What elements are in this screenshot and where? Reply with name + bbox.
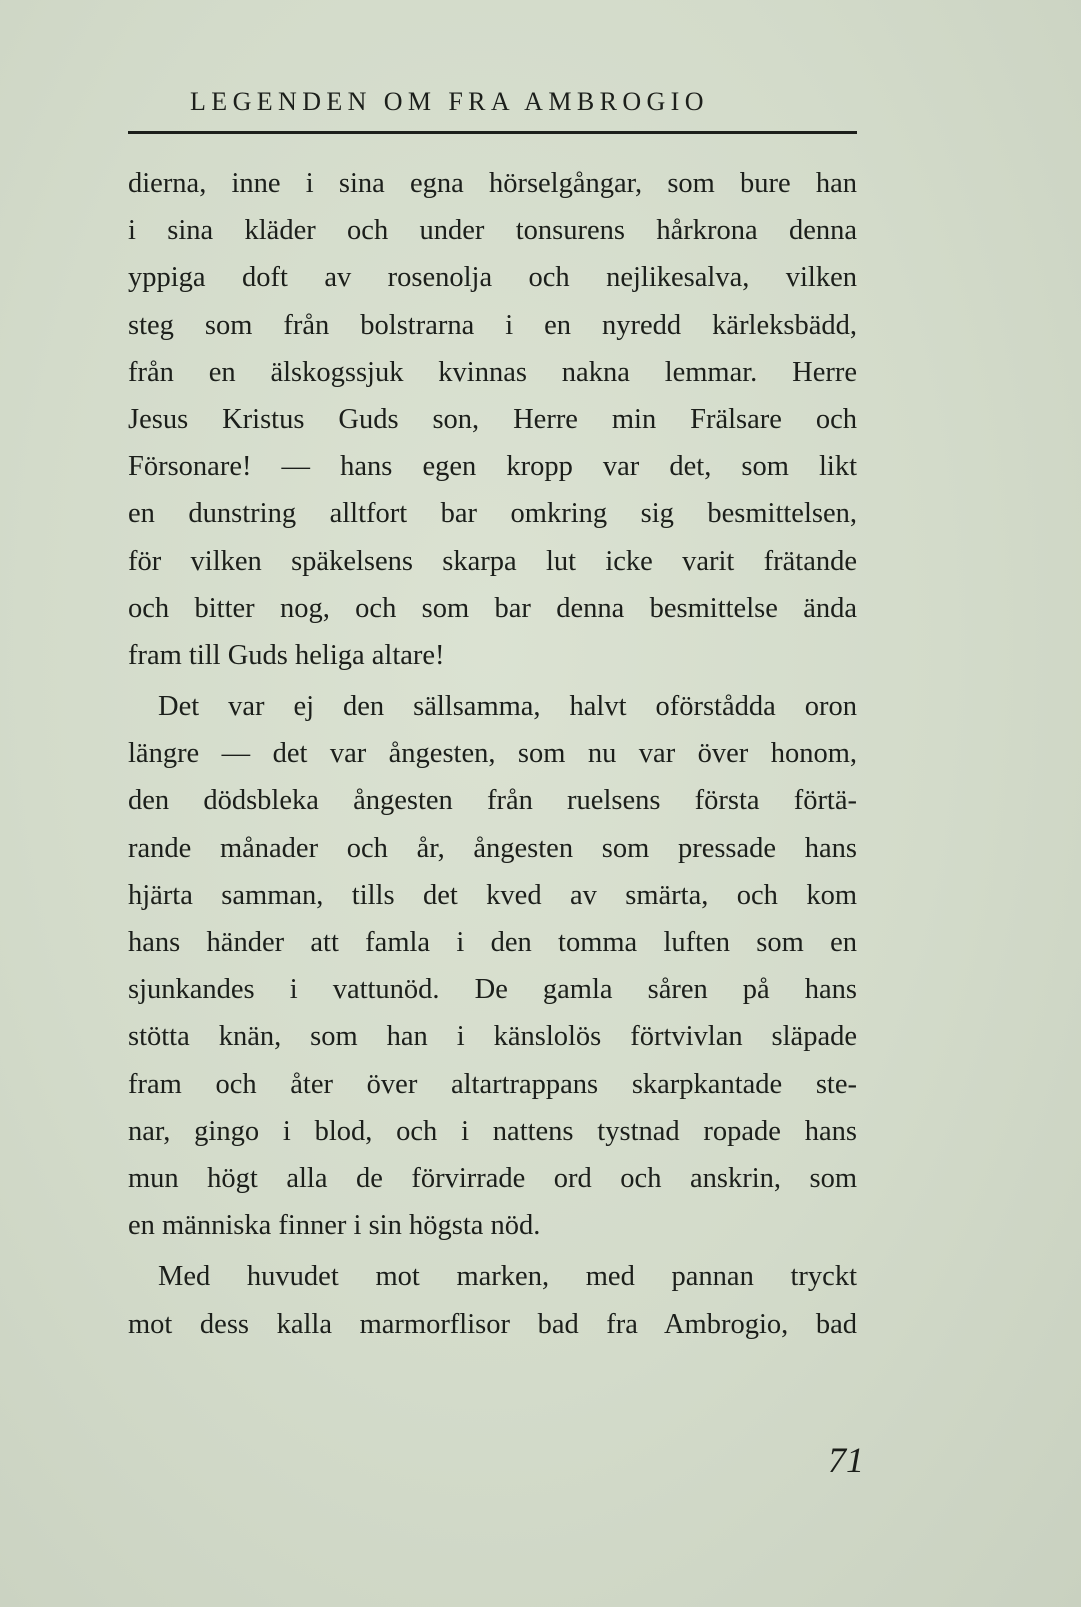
- text-line: Med huvudet mot marken, med pannan tryckt: [158, 1261, 857, 1293]
- text-line: fram till Guds heliga altare!: [128, 639, 445, 671]
- text-line: nar, gingo i blod, och i nattens tystnad ropade hans: [128, 1115, 857, 1147]
- text-line: dierna, inne i sina egna hörselgångar, som bure han: [128, 168, 857, 199]
- text-line: för vilken späkelsens skarpa lut icke varit frätande: [128, 545, 857, 577]
- text-line: rande månader och år, ångesten som pressade hans: [128, 832, 857, 864]
- text-line: en människa finner i sin högsta nöd.: [128, 1210, 541, 1242]
- text-line: stötta knän, som han i känslolös förtvivlan släpade: [128, 1021, 857, 1053]
- page-number: 71: [828, 1440, 864, 1480]
- text-line: fram och åter över altartrappans skarpkantade ste-: [128, 1068, 857, 1100]
- text-line: steg som från bolstrarna i en nyredd kärleksbädd,: [128, 309, 857, 341]
- text-line: sjunkandes i vattunöd. De gamla såren på hans: [128, 974, 857, 1006]
- paragraph-3: [128, 1253, 857, 1347]
- text-line: i sina kläder och under tonsurens hårkrona denna: [128, 215, 857, 247]
- text-line: hans händer att famla i den tomma luften som en: [128, 927, 857, 958]
- text-line: Försonare! — hans egen kropp var det, som likt: [128, 451, 857, 483]
- running-title: LEGENDEN OM FRA AMBROGIO: [190, 87, 709, 116]
- paragraph-1: [128, 160, 857, 679]
- text-line: längre — det var ångesten, som nu var över honom,: [128, 738, 857, 770]
- text-line: Jesus Kristus Guds son, Herre min Frälsare och: [128, 403, 857, 435]
- paragraph-2: [128, 683, 857, 1249]
- text-line: hjärta samman, tills det kved av smärta, och kom: [128, 879, 857, 911]
- text-line: mun högt alla de förvirrade ord och anskrin, som: [128, 1162, 857, 1194]
- text-line: mot dess kalla marmorflisor bad fra Ambrogio, bad: [128, 1308, 857, 1340]
- page-header: [128, 82, 857, 134]
- text-line: yppiga doft av rosenolja och nejlikesalva, vilken: [128, 262, 857, 294]
- text-line: och bitter nog, och som bar denna besmittelse ända: [128, 592, 857, 624]
- text-line: från en älskogssjuk kvinnas nakna lemmar. Herre: [128, 356, 857, 388]
- text-line: en dunstring alltfort bar omkring sig besmittelsen,: [128, 498, 857, 530]
- body-text: [128, 160, 857, 1348]
- text-line: Det var ej den sällsamma, halvt oförstådda oron: [158, 691, 857, 723]
- header-rule: [128, 131, 857, 134]
- text-line: den dödsbleka ångesten från ruelsens första förtä-: [128, 785, 857, 817]
